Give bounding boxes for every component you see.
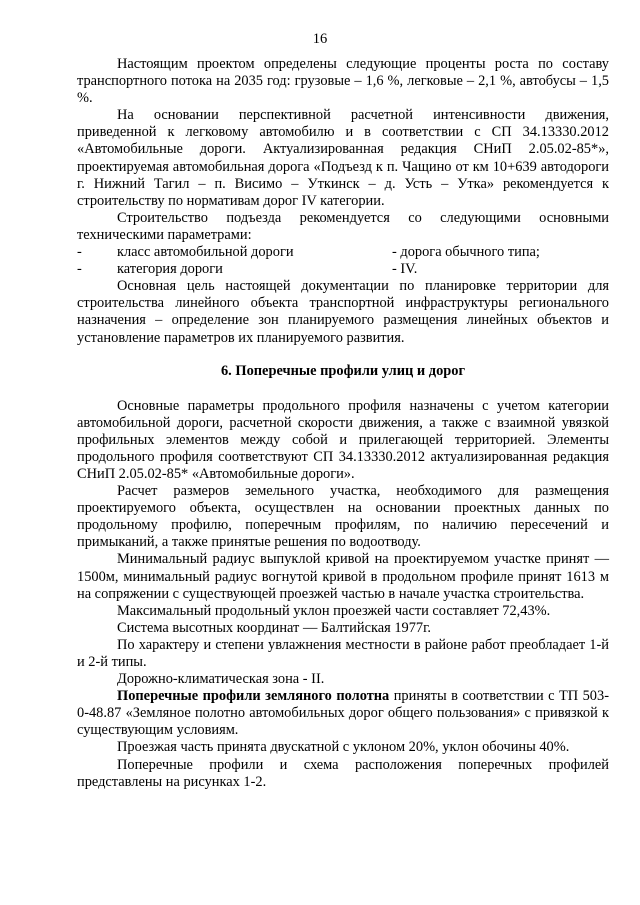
paragraph-road-category: На основании перспективной расчетной интенсивности движения, приведенной к легковому автомобилю и в соответствии с СП 34.13330.2012 «Автомобильные дороги. Актуализированная редакция СНиП 2.05.02-85*», проектируемая автомобильная дорога «Подъезд к п. Чащино от км 10+639 автодороги г. Нижний Тагил – п. Висимо – Уткинск – д. Усть – Утка» рекомендуется к строительству по нормативам дорог IV категории.: [77, 107, 609, 209]
paragraph-traffic-growth: Настоящим проектом определены следующие проценты роста по составу транспортного потока на 2035 год: грузовые – 1,6 %, легковые – 2,1 %, автобусы – 1,5 %.: [77, 56, 609, 107]
section-heading: 6. Поперечные профили улиц и дорог: [220, 362, 465, 379]
paragraph-carriageway: Проезжая часть принята двускатной с уклоном 20%, уклон обочины 40%.: [117, 739, 570, 756]
paragraph-figures-ref: Поперечные профили и схема расположения поперечных профилей представлены на рисунках 1-2.: [77, 756, 609, 790]
paragraph-cross-profiles: [77, 688, 609, 739]
list-dash: -: [77, 261, 82, 278]
list-item: [77, 261, 609, 278]
bold-term: Поперечные профили земляного полотна: [117, 688, 390, 705]
list-value: - IV.: [392, 261, 418, 278]
paragraph-max-slope: Максимальный продольный уклон проезжей части составляет 72,43%.: [117, 602, 551, 619]
page-number: 16: [312, 31, 328, 47]
document-body: [77, 56, 609, 791]
paragraph-moisture-type: По характеру и степени увлажнения местности в районе работ преобладает 1-й и 2-й типы.: [77, 636, 609, 670]
paragraph-land-plot: Расчет размеров земельного участка, необходимого для размещения проектируемого объекта, осуществлен на основании проектных данных по продольному профилю, поперечным профилям, по наличию пересечений и примыканий, а также принятые решения по водоотводу.: [77, 483, 609, 551]
list-item: [77, 244, 609, 261]
paragraph-climate-zone: Дорожно-климатическая зона - II.: [117, 671, 325, 688]
list-value: - дорога обычного типа;: [392, 244, 540, 261]
parameters-list: [77, 244, 609, 278]
paragraph-height-system: Система высотных координат — Балтийская 1977г.: [117, 619, 432, 636]
paragraph-longitudinal-profile: Основные параметры продольного профиля назначены с учетом категории автомобильной дороги, расчетной скорости движения, а также с взаимной увязкой профильных элементов между собой и прилегающей территорией. Элементы продольного профиля соответствуют СП 34.13330.2012 актуализированная редакция СНиП 2.05.02-85* «Автомобильные дороги».: [77, 397, 609, 482]
paragraph-curve-radius: Минимальный радиус выпуклой кривой на проектируемом участке принят — 1500м, минимальный радиус вогнутой кривой в продольном профиле принят 1613 м на сопряжении с существующей проезжей частью в начале участка строительства.: [77, 551, 609, 602]
paragraph-main-goal: Основная цель настоящей документации по планировке территории для строительства линейного объекта транспортной инфраструктуры регионального назначения – определение зон планируемого размещения линейных объектов и установление параметров их планируемого развития.: [77, 278, 609, 346]
list-term: класс автомобильной дороги: [117, 244, 294, 261]
paragraph-parameters-intro: Строительство подъезда рекомендуется со следующими основными техническими параметрами:: [77, 209, 609, 243]
list-term: категория дороги: [117, 261, 223, 278]
paragraph-text: приняты в соответствии с ТП 503-0-48.87 «Земляное полотно автомобильных дорог общего пользования» с привязкой к существующим условиям.: [77, 688, 609, 739]
list-dash: -: [77, 244, 82, 261]
